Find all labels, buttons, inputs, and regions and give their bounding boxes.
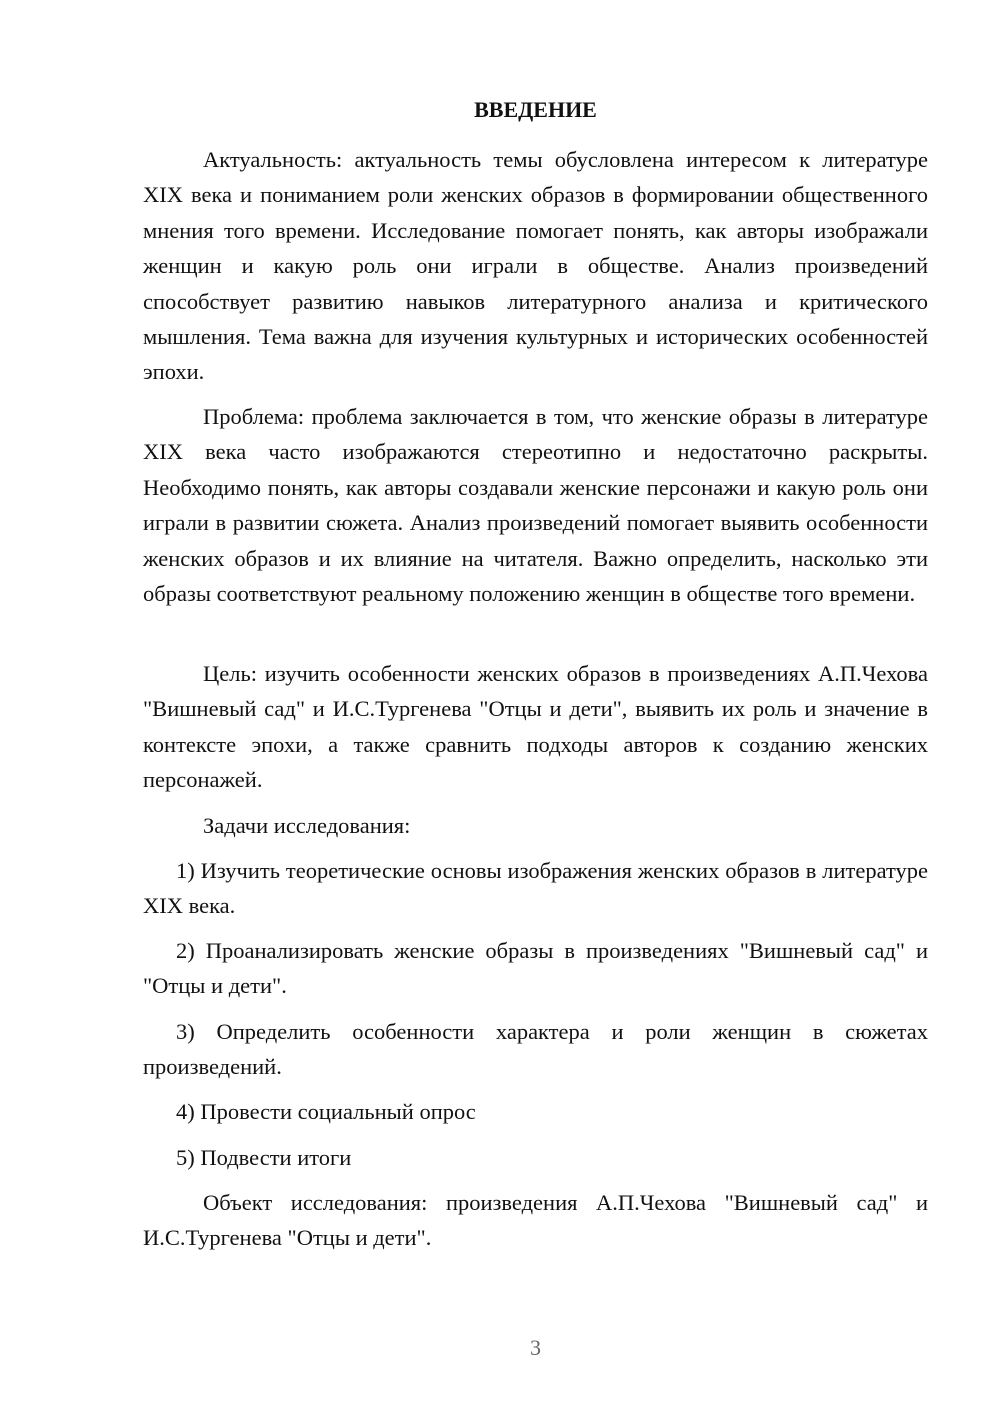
task-item-2: 2) Проанализировать женские образы в произведениях "Вишневый сад" и "Отцы и дети". — [143, 938, 928, 999]
task-item-1: 1) Изучить теоретические основы изображения женских образов в литературе XIX века. — [143, 858, 928, 919]
paragraph-goal: Цель: изучить особенности женских образов в произведениях А.П.Чехова "Вишневый сад" и И.С.Тургенева "Отцы и дети", выявить их роль и значение в контексте эпохи, а также сравнить подходы авторов к созданию женских персонажей. — [143, 661, 928, 793]
document-page — [143, 0, 928, 1414]
paragraph-relevance: Актуальность: актуальность темы обусловлена интересом к литературе XIX века и пониманием роли женских образов в формировании общественного мнения того времени. Исследование помогает понять, как авторы изображали женщин и какую роль они играли в обществе. Анализ произведений способствует развитию навыков литературного анализа и критического мышления. Тема важна для изучения культурных и исторических особенностей эпохи. — [143, 147, 928, 385]
task-item-5: 5) Подвести итоги — [176, 1145, 352, 1170]
section-title: ВВЕДЕНИЕ — [474, 97, 597, 122]
page-number: 3 — [530, 1335, 541, 1360]
paragraph-problem: Проблема: проблема заключается в том, что женские образы в литературе XIX века часто изображаются стереотипно и недостаточно раскрыты. Необходимо понять, как авторы создавали женские персонажи и какую роль они играли в развитии сюжета. Анализ произведений помогает выявить особенности женских образов и их влияние на читателя. Важно определить, насколько эти образы соответствуют реальному положению женщин в обществе того времени. — [143, 404, 928, 607]
tasks-heading: Задачи исследования: — [203, 813, 411, 838]
task-item-4: 4) Провести социальный опрос — [176, 1099, 476, 1124]
paragraph-object: Объект исследования: произведения А.П.Чехова "Вишневый сад" и И.С.Тургенева "Отцы и дети". — [143, 1190, 928, 1251]
task-item-3: 3) Определить особенности характера и роли женщин в сюжетах произведений. — [143, 1019, 928, 1080]
